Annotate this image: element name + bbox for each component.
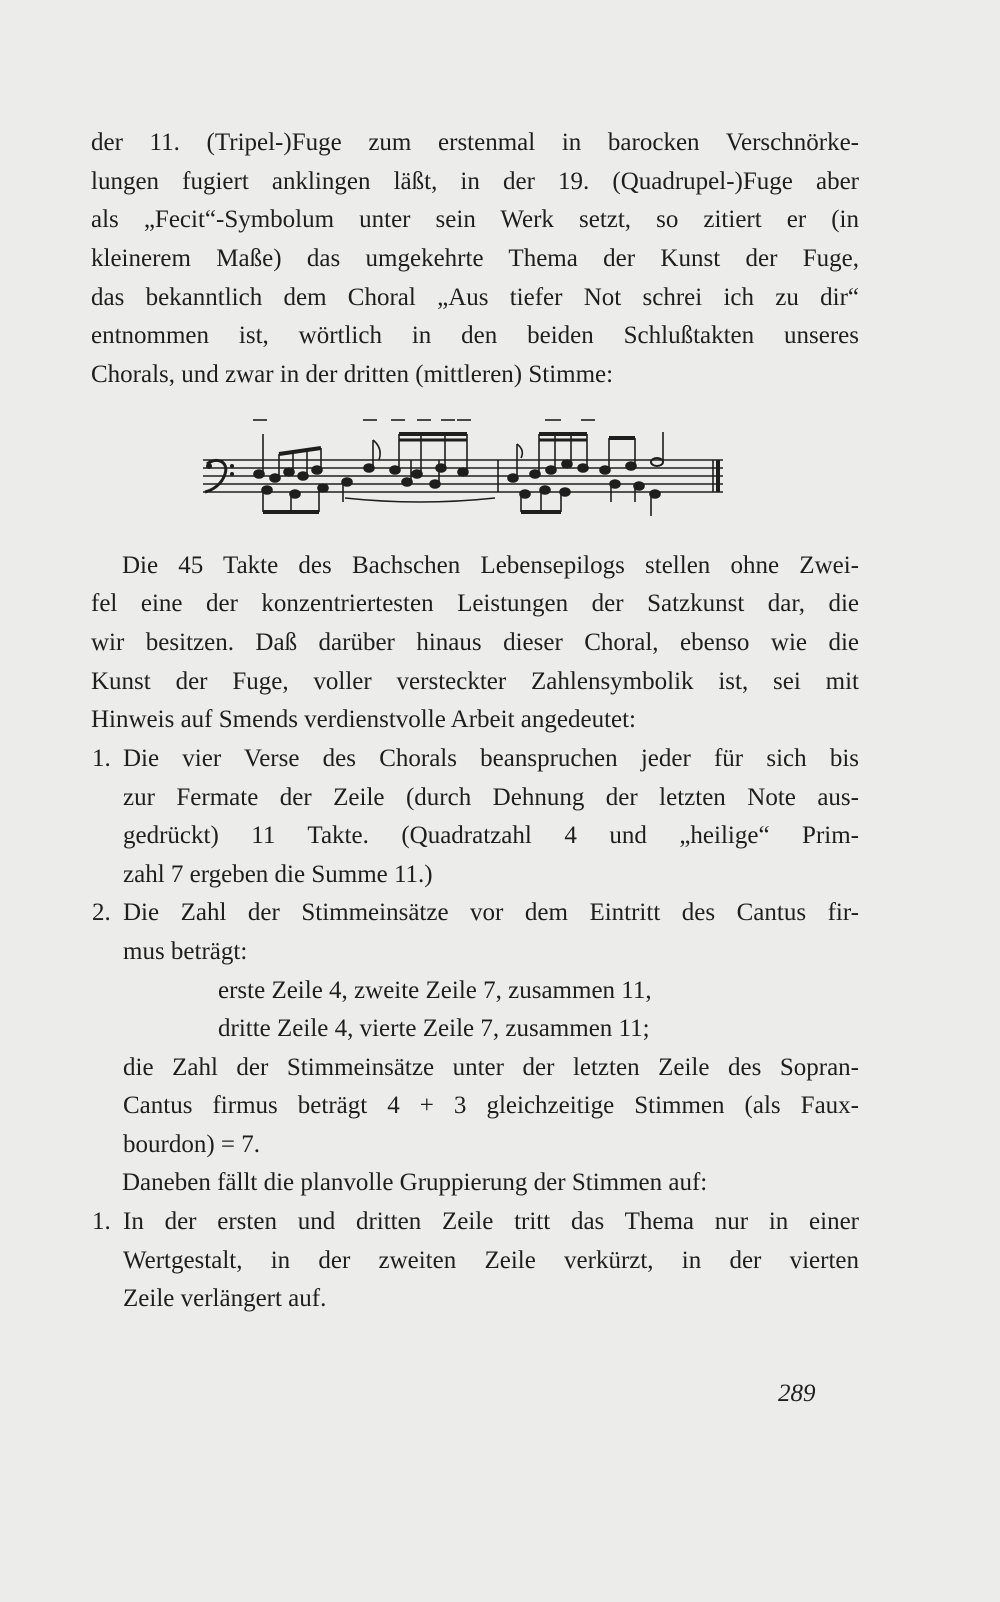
text-line: Chorals, und zwar in der dritten (mittleren) Stimme: (91, 361, 614, 388)
list-item-line: mus beträgt: (123, 938, 248, 965)
text-line: der 11. (Tripel-)Fuge zum erstenmal in barocken Verschnörke- (91, 129, 859, 156)
text-line: das bekanntlich dem Choral „Aus tiefer Not schrei ich zu dir“ (91, 284, 859, 311)
text-line: wir besitzen. Daß darüber hinaus dieser Choral, ebenso wie die (91, 629, 859, 656)
list-item-line: zur Fermate der Zeile (durch Dehnung der letzten Note aus- (123, 784, 859, 811)
measure-1-notes (253, 420, 495, 512)
list-item-line: Zeile verlängert auf. (123, 1285, 327, 1312)
page-number: 289 (778, 1380, 816, 1407)
list-item-line: In der ersten und dritten Zeile tritt das Thema nur in einer (123, 1208, 859, 1235)
text-line: Daneben fällt die planvolle Gruppierung der Stimmen auf: (122, 1169, 708, 1196)
list-item-line: Die vier Verse des Chorals beanspruchen jeder für sich bis (123, 745, 859, 772)
list-item-line: zahl 7 ergeben die Summe 11.) (123, 861, 433, 888)
list-item-line: Die Zahl der Stimmeinsätze vor dem Eintritt des Cantus fir- (123, 899, 859, 926)
centered-line: erste Zeile 4, zweite Zeile 7, zusammen 11, (218, 977, 652, 1004)
text-line: Kunst der Fuge, voller versteckter Zahlensymbolik ist, sei mit (91, 668, 859, 695)
text-line: fel eine der konzentriertesten Leistungen der Satzkunst dar, die (91, 590, 859, 617)
list-item-line: Cantus firmus beträgt 4 + 3 gleichzeitige Stimmen (als Faux- (123, 1092, 859, 1119)
text-line: Die 45 Takte des Bachschen Lebensepilogs stellen ohne Zwei- (122, 552, 859, 579)
music-notation-figure (195, 412, 735, 522)
list-item-line: die Zahl der Stimmeinsätze unter der letzten Zeile des Sopran- (123, 1054, 859, 1081)
text-line: entnommen ist, wörtlich in den beiden Schlußtakten unseres (91, 322, 859, 349)
text-line: kleinerem Maße) das umgekehrte Thema der Kunst der Fuge, (91, 245, 859, 272)
list-number: 1. (92, 745, 111, 772)
text-line: Hinweis auf Smends verdienstvolle Arbeit angedeutet: (91, 706, 637, 733)
centered-line: dritte Zeile 4, vierte Zeile 7, zusammen 11; (218, 1015, 650, 1042)
list-item-line: gedrückt) 11 Takte. (Quadratzahl 4 und „heilige“ Prim- (123, 822, 859, 849)
list-number: 2. (92, 899, 111, 926)
text-line: lungen fugiert anklingen läßt, in der 19. (Quadrupel-)Fuge aber (91, 168, 859, 195)
list-item-line: bourdon) = 7. (123, 1131, 260, 1158)
text-line: als „Fecit“-Symbolum unter sein Werk setzt, so zitiert er (in (91, 206, 859, 233)
list-number: 1. (92, 1208, 111, 1235)
list-item-line: Wertgestalt, in der zweiten Zeile verkürzt, in der vierten (123, 1247, 859, 1274)
